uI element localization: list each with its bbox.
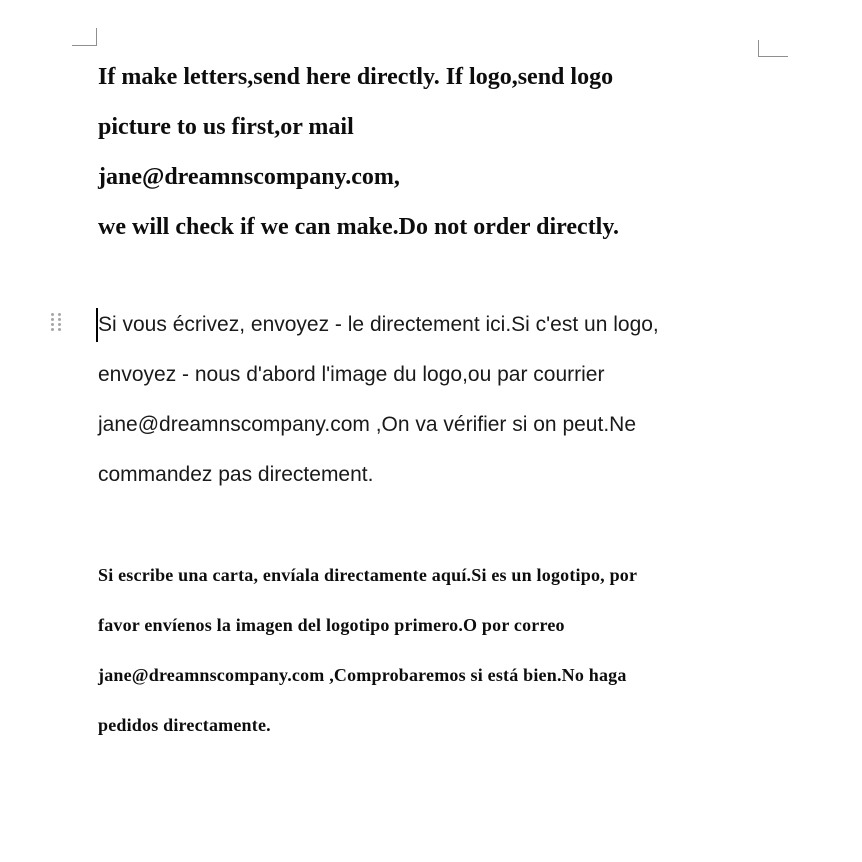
page-margin-crop-mark-top-left: [72, 28, 97, 46]
paragraph-english[interactable]: [98, 52, 619, 252]
text-line[interactable]: jane@dreamnscompany.com ,Comprobaremos si está bien.No haga: [98, 665, 627, 685]
text-line[interactable]: jane@dreamnscompany.com,: [98, 164, 400, 190]
text-line[interactable]: picture to us first,or mail: [98, 114, 354, 140]
text-line[interactable]: Si vous écrivez, envoyez - le directement ici.Si c'est un logo,: [98, 313, 659, 336]
text-line[interactable]: pedidos directamente.: [98, 715, 271, 735]
text-line[interactable]: we will check if we can make.Do not order directly.: [98, 214, 620, 240]
paragraph-spanish[interactable]: [98, 550, 637, 750]
text-line[interactable]: favor envíenos la imagen del logotipo primero.O por correo: [98, 615, 565, 635]
text-line[interactable]: Si escribe una carta, envíala directamente aquí.Si es un logotipo, por: [98, 565, 638, 585]
text-line[interactable]: commandez pas directement.: [98, 463, 374, 486]
paragraph-french[interactable]: [98, 300, 659, 500]
text-line[interactable]: envoyez - nous d'abord l'image du logo,ou par courrier: [98, 363, 605, 386]
paragraph-drag-handle-icon[interactable]: [49, 312, 63, 332]
text-line[interactable]: If make letters,send here directly. If logo,send logo: [98, 64, 614, 90]
text-line[interactable]: jane@dreamnscompany.com ,On va vérifier si on peut.Ne: [98, 413, 637, 436]
page-margin-crop-mark-top-right: [758, 40, 788, 57]
